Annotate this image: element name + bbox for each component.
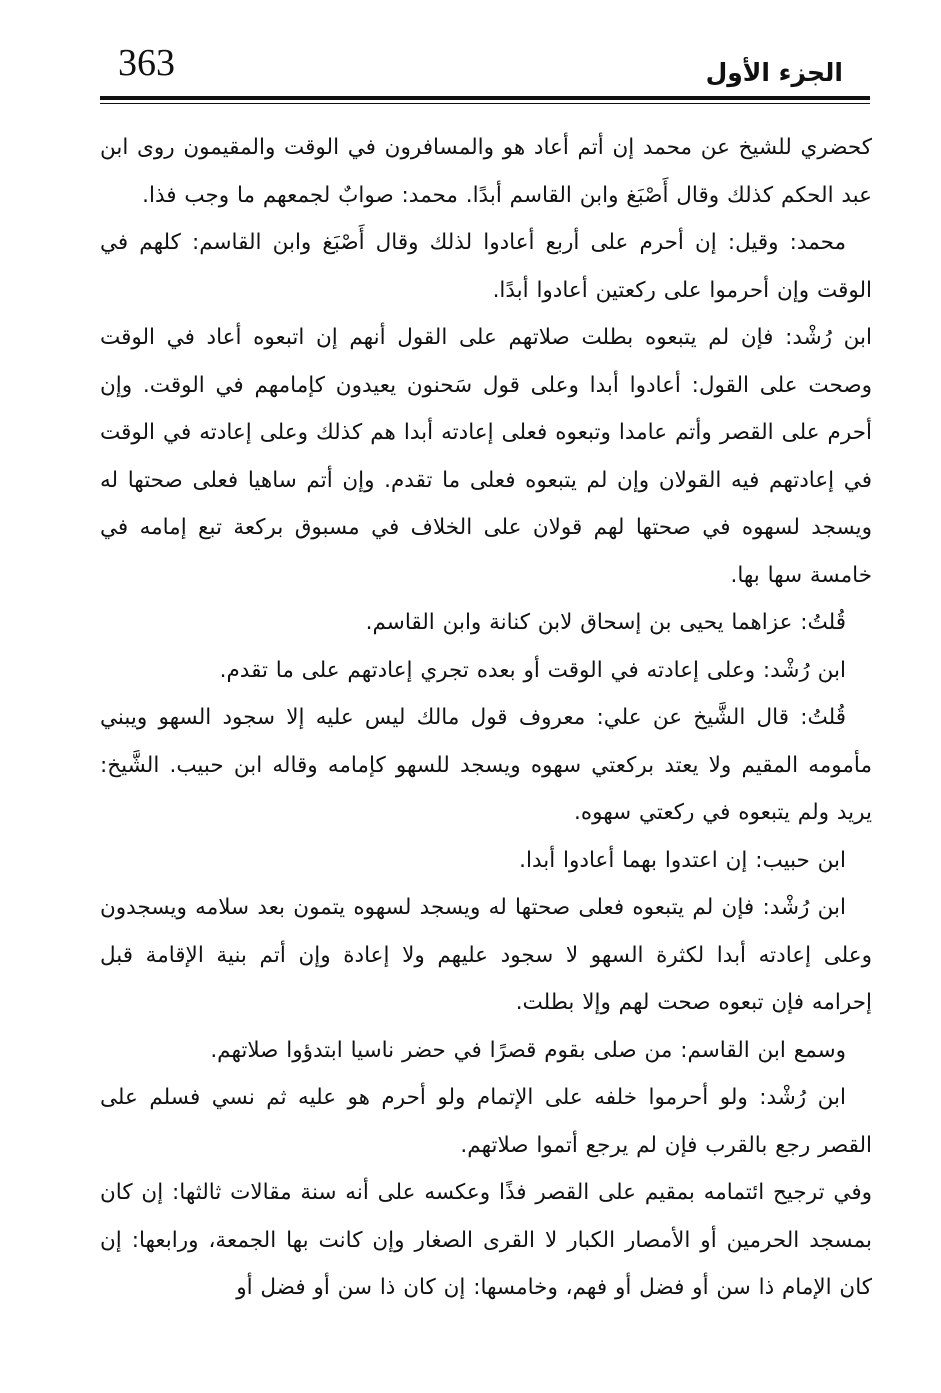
paragraph: ابن رُشْد: فإن لم يتبعوه فعلى صحتها له ويسجد لسهوه يتمون بعد سلامه ويسجدون وعلى إعادته أبدا لكثرة السهو لا سجود عليهم ولا إعادة وإن أتم بنية الإقامة قبل إحرامه فإن تبعوه صحت لهم وإلا بطلت. [100,895,872,1015]
running-title: الجزء الأول [705,58,843,87]
body-text [100,124,872,1312]
paragraph: وفي ترجيح ائتمامه بمقيم على القصر فذًا وعكسه على أنه سنة مقالات ثالثها: إن كان بمسجد الحرمين أو الأمصار الكبار لا القرى الصغار وإن كانت بها الجمعة، ورابعها: إن كان الإمام ذا سن أو فضل أو فهم، وخامسها: إن كان ذا سن أو فضل أو [100,1180,872,1300]
paragraph: وسمع ابن القاسم: من صلى بقوم قصرًا في حضر ناسيا ابتدؤوا صلاتهم. [210,1037,846,1063]
paragraph: ابن رُشْد: وعلى إعادته في الوقت أو بعده تجري إعادتهم على ما تقدم. [219,657,846,683]
paragraph: كحضري للشيخ عن محمد إن أتم أعاد هو والمسافرون في الوقت والمقيمون روى ابن عبد الحكم كذلك وقال أَصْبَغ وابن القاسم أبدًا. محمد: صوابٌ لجمعهم ما وجب فذا. [100,135,872,208]
paragraph: ابن حبيب: إن اعتدوا بهما أعادوا أبدا. [519,847,846,873]
header-rule-thick [100,96,870,100]
paragraph: قُلتُ: قال الشَّيخ عن علي: معروف قول مالك ليس عليه إلا سجود السهو ويبني مأمومه المقيم ولا يعتد بركعتي سهوه ويسجد للسهو كإمامه وقاله ابن حبيب. الشَّيخ: يريد ولم يتبعوه في ركعتي سهوه. [100,705,872,825]
paragraph: ابن رُشْد: ولو أحرموا خلفه على الإتمام ولو أحرم هو عليه ثم نسي فسلم على القصر رجع بالقرب فإن لم يرجع أتموا صلاتهم. [100,1085,872,1158]
paragraph: قُلتُ: عزاهما يحيى بن إسحاق لابن كنانة وابن القاسم. [365,610,846,635]
paragraph: ابن رُشْد: فإن لم يتبعوه بطلت صلاتهم على القول أنهم إن اتبعوه أعاد في الوقت وصحت على القول: أعادوا أبدا وعلى قول سَحنون يعيدون كإمامهم في الوقت. وإن أحرم على القصر وأتم عامدا وتبعوه فعلى إعادته أبدا هم كذلك وعلى إعادته في الوقت في إعادتهم فيه القولان وإن لم يتبعوه فعلى ما تقدم. وإن أتم ساهيا فعلى صحتها له ويسجد لسهوه في صحتها لهم قولان على الخلاف في مسبوق بركعة تبع إمامه في خامسة سها بها. [100,325,872,588]
header-rule-thin [100,103,870,104]
paragraph: محمد: وقيل: إن أحرم على أربع أعادوا لذلك وقال أَصْبَغ وابن القاسم: كلهم في الوقت وإن أحرموا على ركعتين أعادوا أبدًا. [100,230,872,303]
page-number: 363 [118,42,175,84]
